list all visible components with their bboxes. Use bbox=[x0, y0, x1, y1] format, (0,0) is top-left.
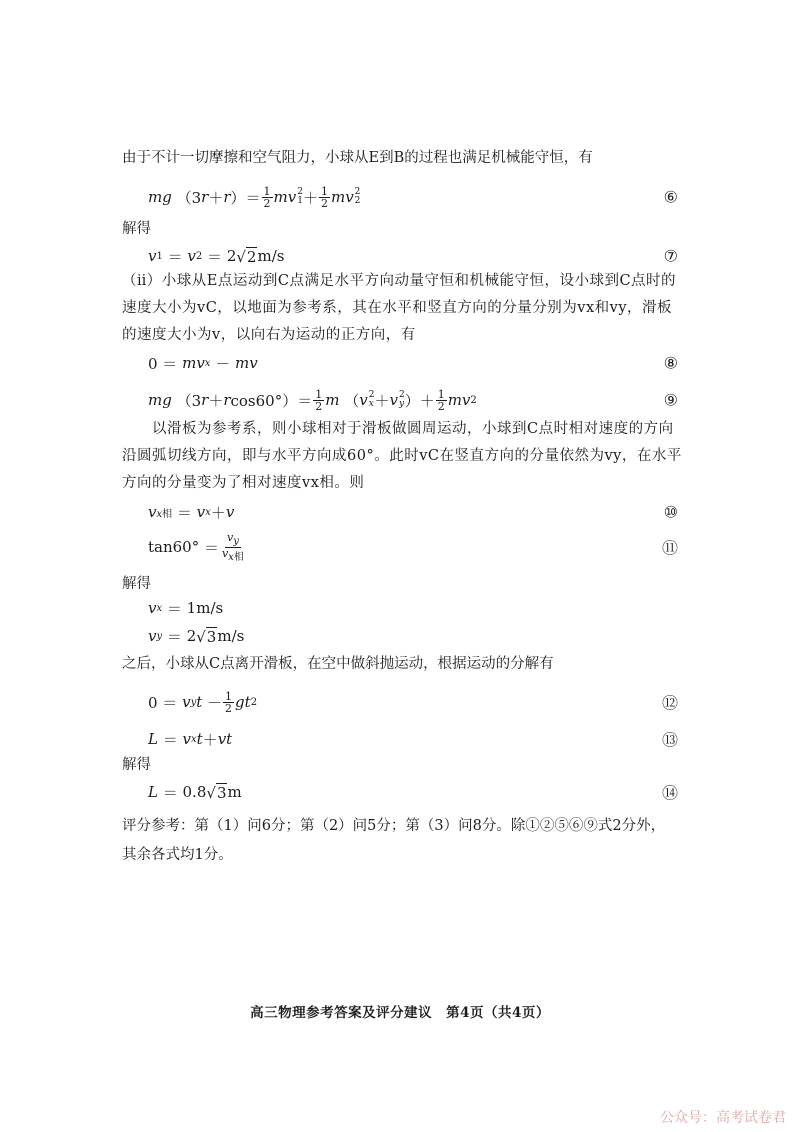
equation-number: ⑧ bbox=[663, 353, 678, 373]
equation-9 bbox=[148, 385, 678, 415]
result-vx bbox=[148, 593, 678, 623]
equation-number: ⑭ bbox=[661, 783, 678, 803]
equation-9-math: mg （3 r ＋ r cos60°）＝ $\frac{1}{2}$ m （ v 2 x ＋ v 2 y ）＋ $\frac{1}{2}$ mv 2 bbox=[148, 387, 477, 413]
equation-12-math: 0 ＝ v y t － $\frac{1}{2}$ gt 2 bbox=[148, 689, 258, 715]
equation-6-math: mg （3 r ＋ r ）＝ $\frac{1}{2}$ mv 2 1 ＋ $\frac{1}{2}$ mv 2 2 bbox=[148, 184, 361, 210]
equation-14-math: L ＝ 0.8 √ 3 m bbox=[148, 783, 242, 802]
watermark-text: 公众号：高考试卷君 bbox=[660, 1110, 786, 1126]
equation-number: ⑦ bbox=[663, 246, 678, 266]
intro-text: 由于不计一切摩擦和空气阻力，小球从E到B的过程也满足机械能守恒，有 bbox=[122, 150, 593, 166]
equation-6 bbox=[148, 182, 678, 212]
jie-de-label: 解得 bbox=[122, 221, 151, 237]
equation-number: ⑪ bbox=[661, 538, 678, 558]
result-vy bbox=[148, 621, 678, 651]
equation-13 bbox=[148, 724, 678, 754]
result-vy-math: v y ＝ 2 √ 3 m/s bbox=[148, 627, 245, 646]
equation-13-math: L ＝ v x t ＋ vt bbox=[148, 730, 233, 749]
jie-de-label: 解得 bbox=[122, 576, 151, 592]
paragraph-after: 之后，小球从C点离开滑板，在空中做斜抛运动，根据运动的分解有 bbox=[122, 656, 554, 672]
equation-11 bbox=[148, 532, 678, 562]
equation-number: ⑫ bbox=[661, 693, 678, 713]
equation-7-math: v 1 ＝ v 2 ＝ 2 √ 2 m/s bbox=[148, 247, 285, 266]
jie-de-label: 解得 bbox=[122, 757, 151, 773]
equation-8 bbox=[148, 348, 678, 378]
result-vx-math: v x ＝ 1m/s bbox=[148, 599, 224, 618]
scoring-line-2: 其余各式均1分。 bbox=[122, 847, 233, 863]
page-footer: 高三物理参考答案及评分建议 第4页（共4页） bbox=[250, 1005, 550, 1021]
equation-number: ⑨ bbox=[663, 390, 678, 410]
equation-number: ⑥ bbox=[663, 187, 678, 207]
scoring-line-1: 评分参考：第（1）问6分；第（2）问5分；第（3）问8分。除①②⑤⑥⑨式2分外， bbox=[122, 818, 666, 834]
equation-12 bbox=[148, 687, 678, 717]
equation-8-math: 0 ＝ mv x － mv bbox=[148, 354, 258, 373]
paragraph-slide-frame: 以滑板为参考系，则小球相对于滑板做圆周运动，小球到C点时相对速度的方向沿圆弧切线方向，即与水平方向成60°。此时vC在竖直方向的分量依然为vy，在水平方向的分量变为了相对速度vx相。则 bbox=[122, 421, 682, 491]
equation-number: ⑩ bbox=[663, 502, 678, 522]
equation-number: ⑬ bbox=[661, 730, 678, 750]
equation-14 bbox=[148, 777, 678, 807]
equation-10 bbox=[148, 497, 678, 527]
equation-7 bbox=[148, 241, 678, 271]
equation-10-math: v x相 ＝ v x ＋ v bbox=[148, 503, 235, 522]
equation-11-math: tan 60° ＝ $\frac{vy}{\text{vx相}}$ bbox=[148, 530, 244, 563]
paragraph-ii: （ⅱ）小球从E点运动到C点满足水平方向动量守恒和机械能守恒，设小球到C点时的速度大小为vC，以地面为参考系，其在水平和竖直方向的分量分别为vx和vy，滑板的速度大小为v，以向右为运动的正方向，有 bbox=[122, 273, 677, 343]
